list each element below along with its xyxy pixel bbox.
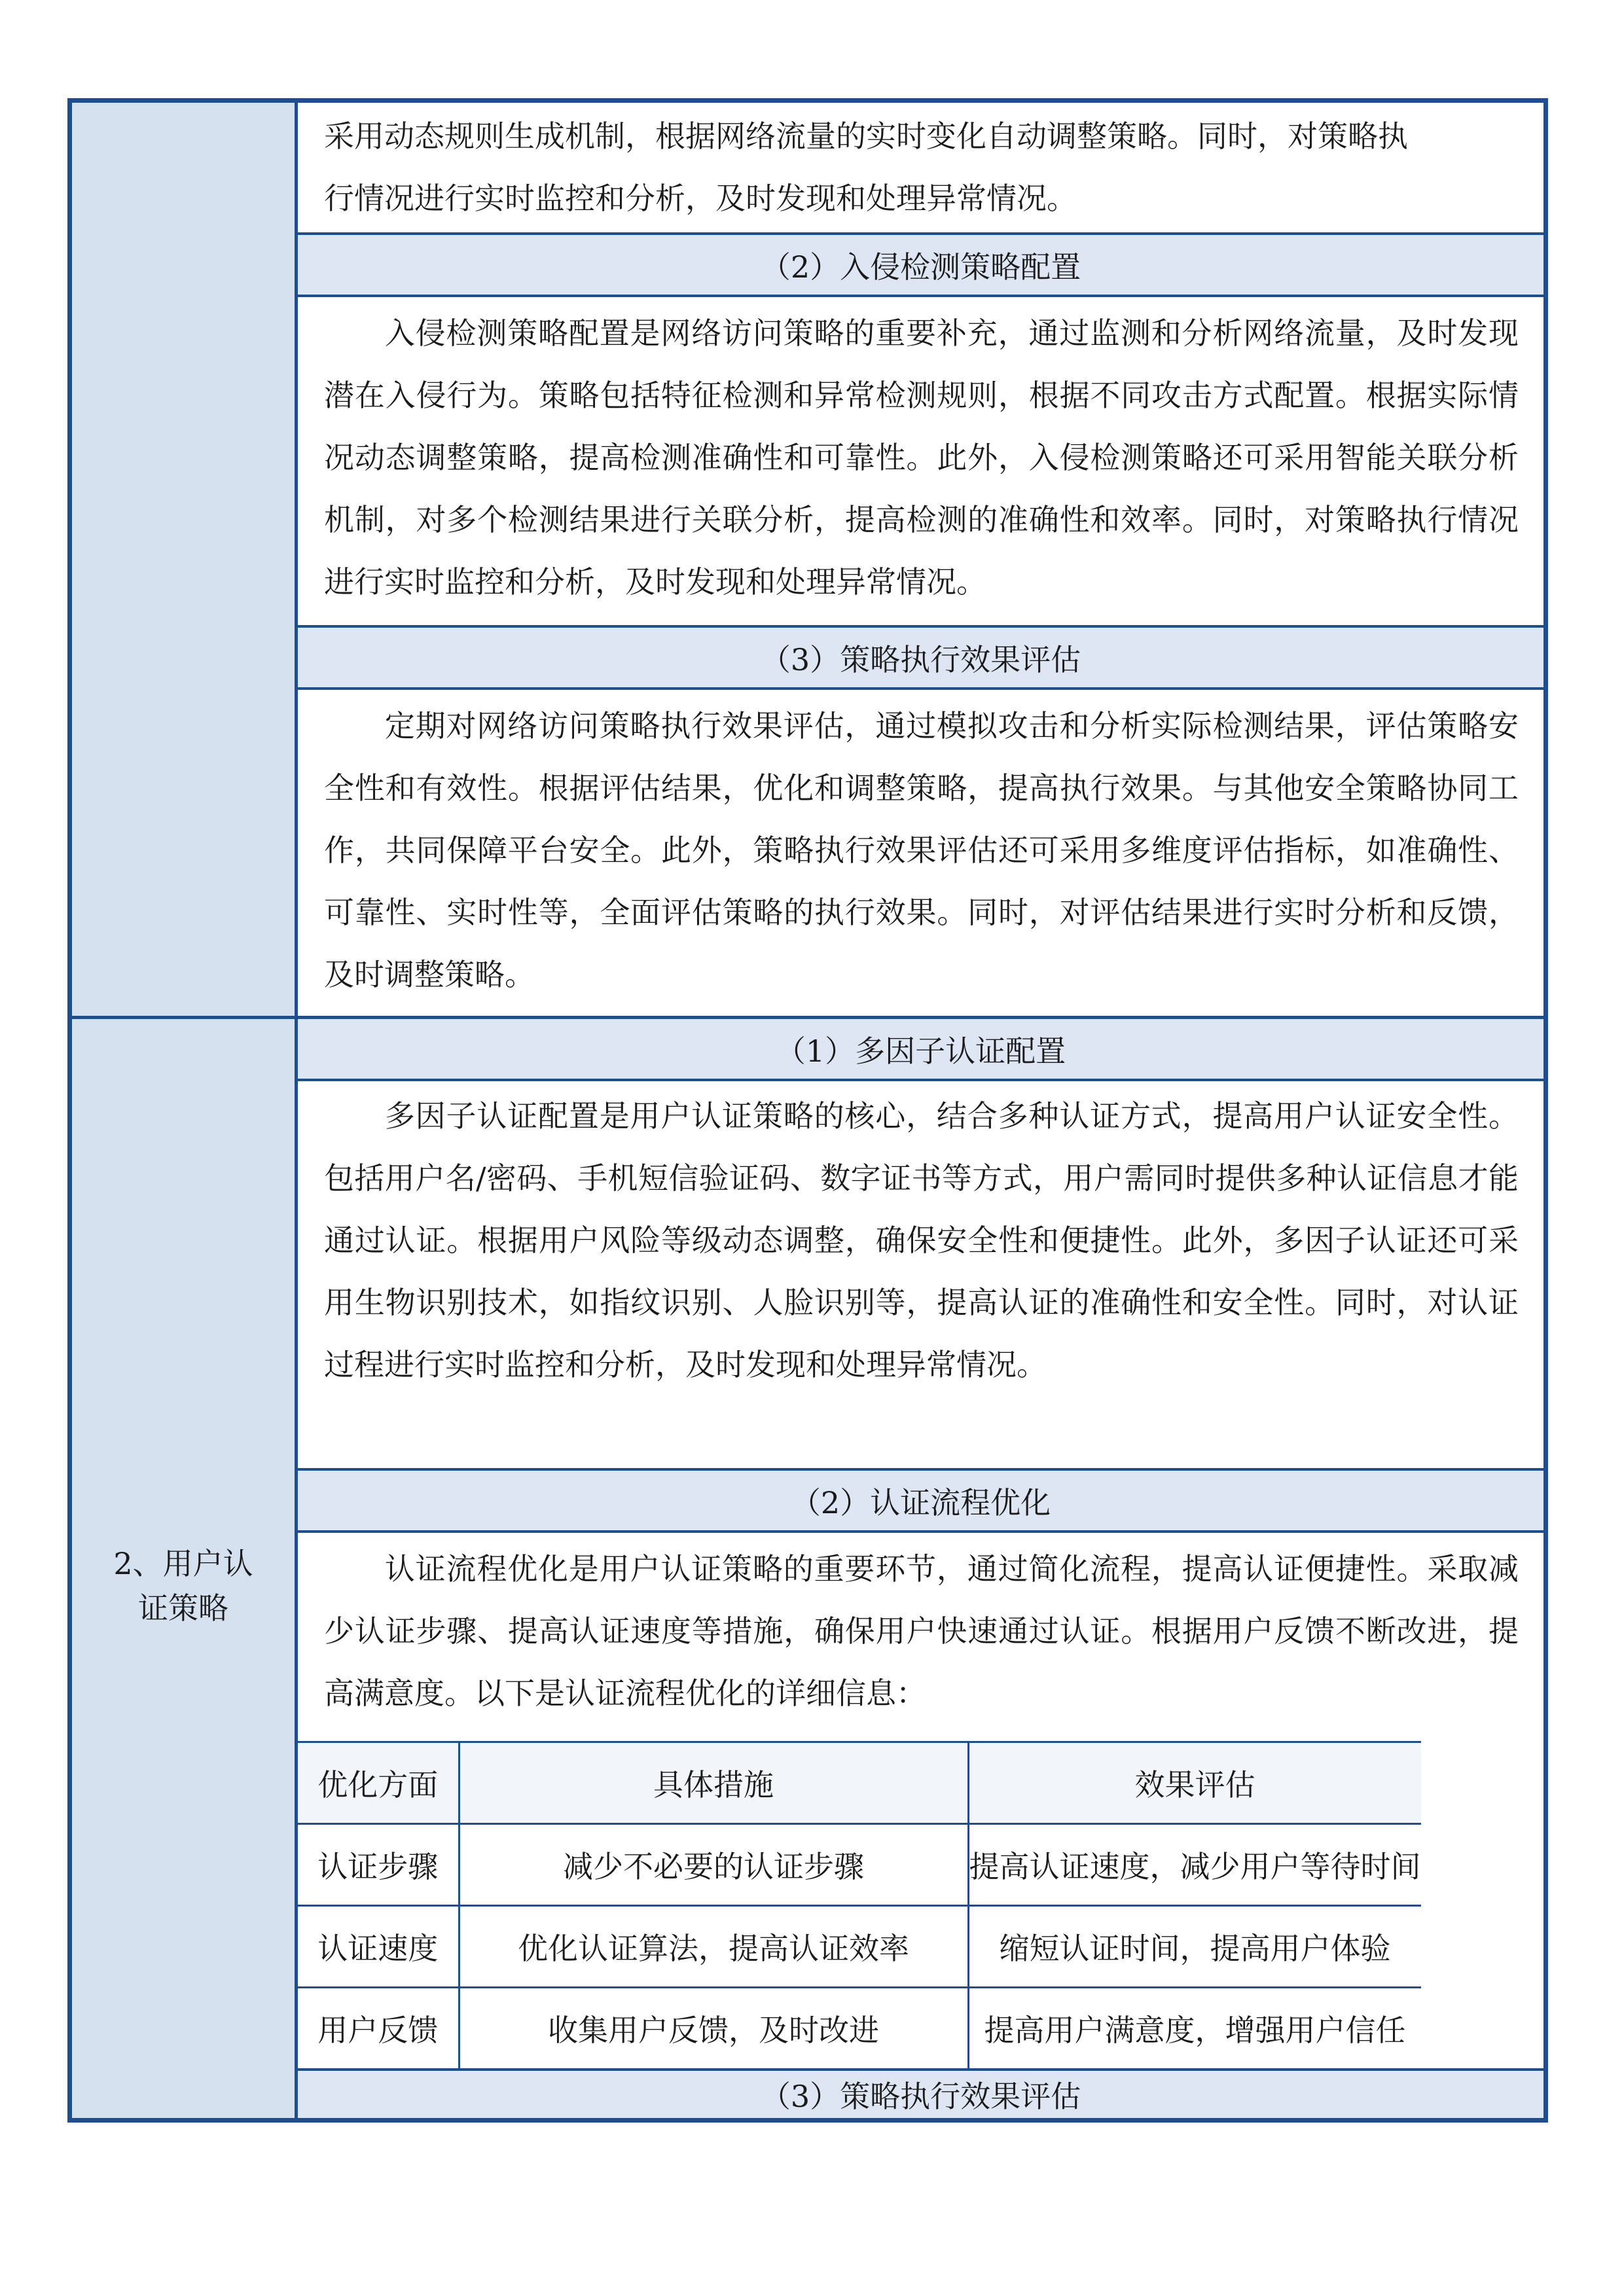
section-heading: （1）多因子认证配置 [298,1019,1543,1081]
table-cell: 优化认证算法，提高认证效率 [459,1906,968,1988]
table-cell: 缩短认证时间，提高用户体验 [968,1906,1421,1988]
intro-line: 采用动态规则生成机制，根据网络流量的实时变化自动调整策略。同时，对策略执 [324,118,1408,154]
table-header-cell: 优化方面 [298,1742,459,1824]
intro-line: 行情况进行实时监控和分析，及时发现和处理异常情况。 [324,181,1077,216]
section-paragraph: 认证流程优化是用户认证策略的重要环节，通过简化流程，提高认证便捷性。采取减少认证步骤、提高认证速度等措施，确保用户快速通过认证。根据用户反馈不断改进，提高满意度。以下是认证流程优化的详细信息： [324,1551,1519,1711]
table-row [298,1824,1421,1906]
section-heading: （2）认证流程优化 [298,1471,1543,1533]
table-row [298,1906,1421,1988]
table-cell: 认证步骤 [298,1824,459,1906]
table-cell: 提高认证速度，减少用户等待时间 [968,1824,1421,1906]
table-cell: 减少不必要的认证步骤 [459,1824,968,1906]
section-paragraph: 入侵检测策略配置是网络访问策略的重要补充，通过监测和分析网络流量，及时发现潜在入侵行为。策略包括特征检测和异常检测规则，根据不同攻击方式配置。根据实际情况动态调整策略，提高检测准确性和可靠性。此外，入侵检测策略还可采用智能关联分析机制，对多个检测结果进行关联分析，提高检测的准确性和效率。同时，对策略执行情况进行实时监控和分析，及时发现和处理异常情况。 [298,297,1543,628]
section-paragraph: 定期对网络访问策略执行效果评估，通过模拟攻击和分析实际检测结果，评估策略安全性和有效性。根据评估结果，优化和调整策略，提高执行效果。与其他安全策略协同工作，共同保障平台安全。此外，策略执行效果评估还可采用多维度评估指标，如准确性、可靠性、实时性等，全面评估策略的执行效果。同时，对评估结果进行实时分析和反馈，及时调整策略。 [324,708,1519,992]
table-cell: 用户反馈 [298,1988,459,2070]
section-heading: （3）策略执行效果评估 [298,2068,1543,2118]
section-heading: （3）策略执行效果评估 [298,628,1543,690]
optimization-table [298,1741,1421,2070]
table-row [298,1988,1421,2070]
table-cell: 认证速度 [298,1906,459,1988]
table-header-cell: 具体措施 [459,1742,968,1824]
intro-paragraph [298,103,1543,235]
section-paragraph: 多因子认证配置是用户认证策略的核心，结合多种认证方式，提高用户认证安全性。包括用户名/密码、手机短信验证码、数字证书等方式，用户需同时提供多种认证信息才能通过认证。根据用户风险等级动态调整，确保安全性和便捷性。此外，多因子认证还可采用生物识别技术，如指纹识别、人脸识别等，提高认证的准确性和安全性。同时，对认证过程进行实时监控和分析，及时发现和处理异常情况。 [298,1081,1543,1471]
category-label: 2、用户认 证策略 [113,1546,253,1626]
table-header-cell: 效果评估 [968,1742,1421,1824]
category-column [72,103,295,2118]
table-header-row [298,1742,1421,1824]
table-cell: 收集用户反馈，及时改进 [459,1988,968,2070]
table-cell: 提高用户满意度，增强用户信任 [968,1988,1421,2070]
document-table [67,98,1548,2123]
section-heading: （2）入侵检测策略配置 [298,235,1543,297]
